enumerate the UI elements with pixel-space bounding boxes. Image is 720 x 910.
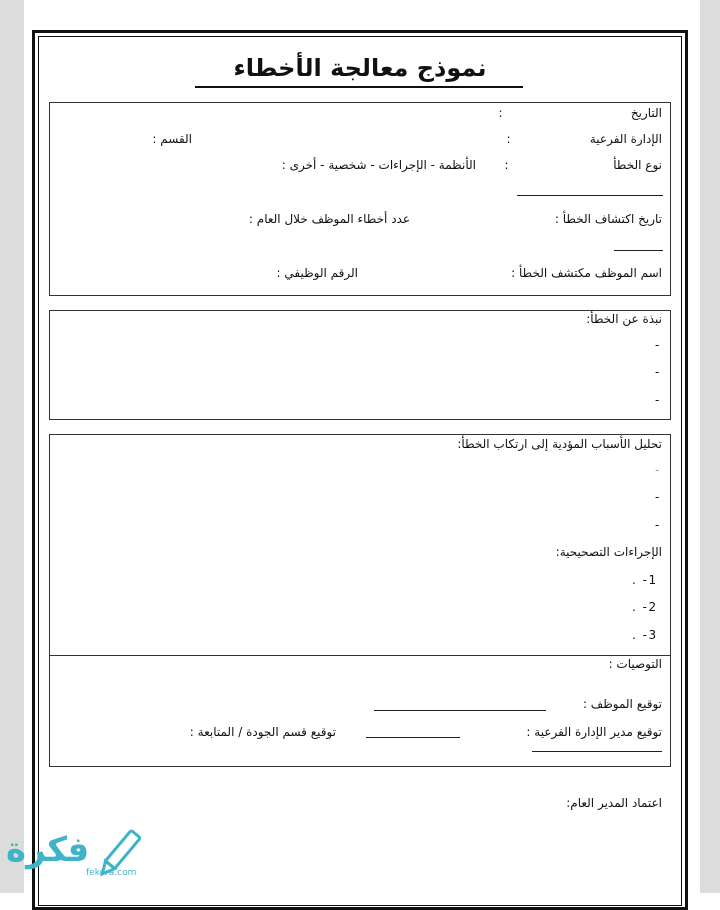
corrective-item: 2- . [632,600,658,614]
quality-signature-label: توقيع قسم الجودة / المتابعة : [189,725,336,739]
date-colon: : [498,106,504,120]
discoverer-name-label: اسم الموظف مكتشف الخطأ : [511,266,662,280]
summary-bullet: - [655,365,660,379]
branch-manager-signature-line [366,737,460,738]
discovery-date-line [517,195,663,196]
job-number-label: الرقم الوظيفي : [276,266,358,280]
recommendations-label: التوصيات : [608,657,662,671]
summary-bullet: - [655,338,660,352]
corrective-item: 1- . [632,573,658,587]
error-type-colon: : [504,158,510,172]
branch-colon: : [506,132,512,146]
analysis-bullet: - [655,463,660,477]
error-type-label: نوع الخطأ [613,158,662,172]
error-summary-label: نبذة عن الخطأ: [586,312,662,326]
title-underline [195,86,523,88]
discoverer-name-line [614,250,663,251]
form-title: نموذج معالجة الأخطاء [233,54,487,82]
department-label: القسم : [152,132,192,146]
error-type-options: الأنظمة - الإجراءات - شخصية - أخرى : [281,158,476,172]
discovery-date-label: تاريخ اكتشاف الخطأ : [554,212,662,226]
logo-text: فكرة [6,830,90,870]
right-margin [700,0,720,893]
employee-errors-label: عدد أخطاء الموظف خلال العام : [248,212,410,226]
general-manager-approval-label: اعتماد المدير العام: [566,796,662,810]
employee-signature-line [374,710,546,711]
error-summary-section [49,310,671,420]
corrective-item: 3- . [632,628,658,642]
branch-label: الإدارة الفرعية [589,132,662,146]
branch-manager-signature-label: توقيع مدير الإدارة الفرعية : [526,725,662,739]
left-margin [0,0,24,893]
summary-bullet: - [655,393,660,407]
corrective-actions-label: الإجراءات التصحيحية: [555,545,662,559]
cause-analysis-label: تحليل الأسباب المؤدية إلى ارتكاب الخطأ: [457,437,662,451]
logo-site: fekora.com [86,868,137,878]
analysis-bullet: - [655,490,660,504]
signature-underline [532,751,662,752]
analysis-bullet: - [655,518,660,532]
date-label: التاريخ [630,106,662,120]
employee-signature-label: توقيع الموظف : [582,697,662,711]
